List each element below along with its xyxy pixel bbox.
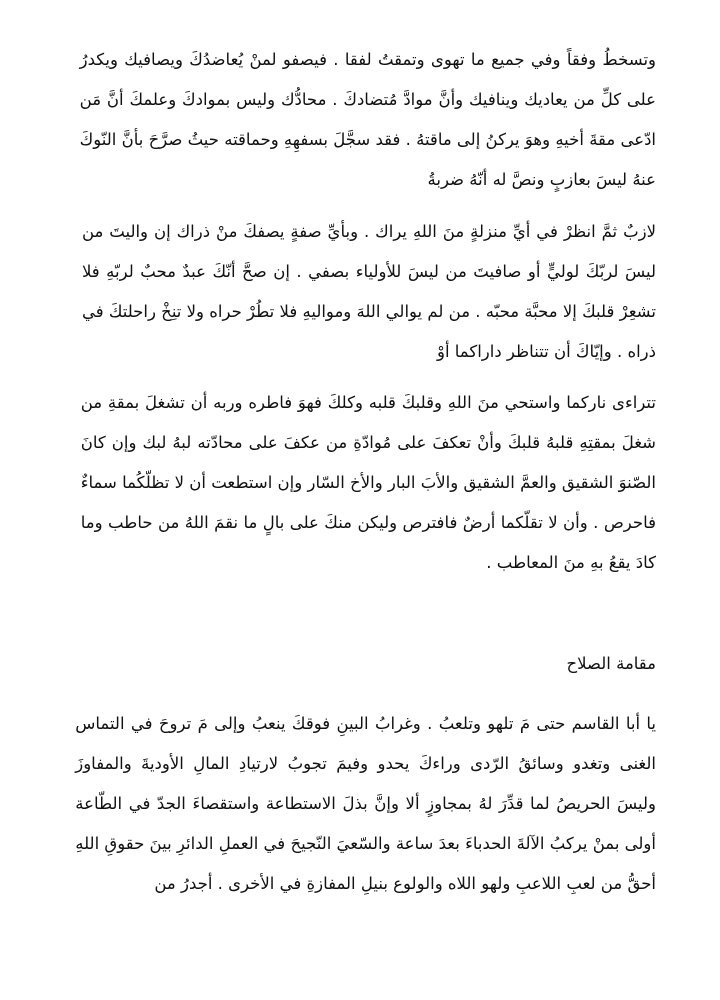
- text-line: وتسخطُ وفقاً وفي جميع ما تهوى وتمقتُ لفقا . فيصفو لمنْ يُعاضدُكَ ويصافيك ويكدرُ: [79, 50, 656, 69]
- text-line: الغنى وتغدو وسائقُ الرّدى وراءكَ يحدو وفيمَ تجوبُ لارتيادِ المالِ الأوديةَ والمفاوزَ: [75, 754, 656, 773]
- text-line: الصّنوَ الشقيق والعمَّ الشقيق والأبَ البار والأخ السّار وإن استطعت أن لا تظلّكُما سماءٌ: [80, 473, 656, 492]
- text-line: على كلِّ من يعاديك وينافيك وأنَّ موادَّ مُتضادكَ . محادُّك وليس بموادكَ وعلمكَ أنَّ مَن: [79, 90, 656, 109]
- text-line: عنهُ ليسَ بعازبٍ ونصَّ له أنّهُ ضربةُ: [427, 170, 656, 189]
- text-line: شغلَ بمقتِهِ قلبهُ قلبكَ وأنْ تعكفَ على مُوادّةِ من عكفَ على محادّته لبهُ لبك وإن كانَ: [80, 433, 656, 452]
- text-line: لازبٌ ثمَّ انظرْ في أيِّ منزلةٍ منَ اللهِ يراك . وبأيِّ صفةٍ يصفكَ منْ ذراك إن واليتَ من: [81, 222, 656, 241]
- text-line: ذراه . وإيّاكَ أن تتناظر داراكما أوْ: [436, 342, 656, 361]
- paragraph-1: [80, 40, 656, 200]
- text-line: وليسَ الحريصُ لما قدِّرَ لهُ بمجاوزٍ ألا وإنَّ بذلَ الاستطاعة واستقصاءَ الجدّ في الطّاعة: [75, 794, 656, 813]
- paragraph-2: [82, 212, 656, 372]
- text-line: أحقُّ من لعبِ اللاعبِ ولهو اللاه والولوع بنيلِ المفازةِ في الأخرى . أجدرُ من: [154, 874, 656, 893]
- paragraph-3: [81, 383, 656, 583]
- text-line: تشعِرْ قلبكَ إلا محبَّة محبّه . من لم يوالي اللهَ ومواليهِ فلا تطُرْ حراه ولا تنِخْ راحلتكَ في: [81, 302, 656, 321]
- text-line: يا أبا القاسم حتى مَ تلهو وتلعبُ . وغرابُ البينِ فوقكَ ينعبُ وإلى مَ تروحَ في التماس: [75, 714, 656, 733]
- text-line: تتراءى ناركما واستحي منَ اللهِ وقلبكَ قلبه وكلكَ فهوَ فاطره وربه أن تشغلَ بمقةِ من: [80, 393, 656, 412]
- text-line: فاحرص . وأن لا تقلّكما أرضٌ فافترص وليكن منكَ على بالٍ ما نقمَ اللهُ من حاطب وما: [80, 513, 656, 532]
- text-line: ادّعى مقةَ أخيهِ وهوَ يركنُ إلى ماقتهُ . فقد سجَّلَ بسفهِهِ وحماقته حيثُ صرَّحَ بأنَّ النّوكَ: [79, 130, 656, 149]
- text-line: كادَ يقعُ بهِ منَ المعاطب .: [486, 553, 656, 572]
- text-line: ليسَ لربّكَ لوليٍّ أو صافيتَ من ليسَ للأولياء بصفي . إن صحَّ أنّكَ عبدٌ محبٌ لربّهِ فلا: [81, 262, 656, 281]
- text-line: أولى بمنْ يركبُ الآلةَ الحدباءَ بعدَ ساعة والسّعيَ النّجيحَ في العملِ الدائرِ بينَ حقوقِ اللهِ: [75, 834, 656, 853]
- section-paragraph: [75, 704, 656, 904]
- section-title: مقامة الصلاح: [566, 654, 656, 673]
